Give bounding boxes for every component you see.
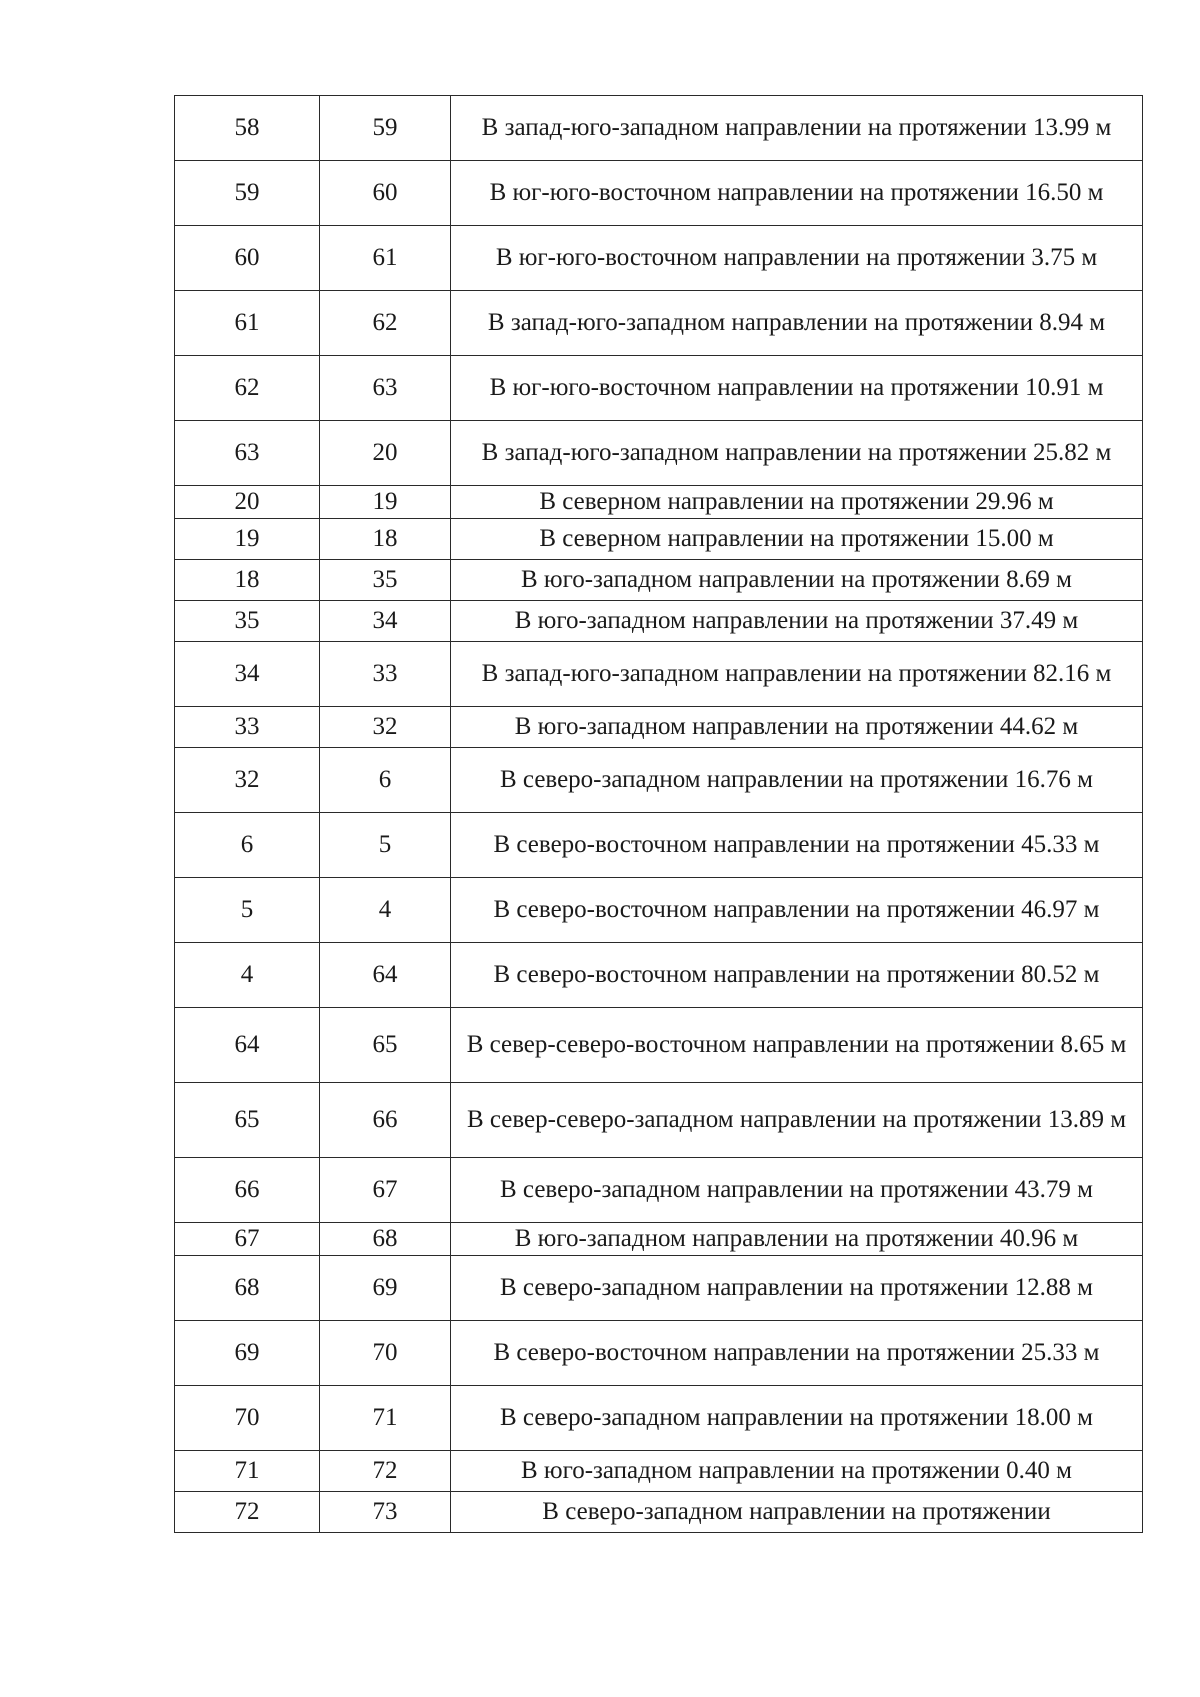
direction-description-cell: В северо-восточном направлении на протяжении 46.97 м	[451, 878, 1143, 943]
table-row	[175, 96, 1143, 161]
point-to-cell: 69	[320, 1256, 451, 1321]
direction-description-cell: В северо-западном направлении на протяжении 12.88 м	[451, 1256, 1143, 1321]
table-row	[175, 1008, 1143, 1083]
point-from-cell: 69	[175, 1321, 320, 1386]
point-to-cell: 33	[320, 642, 451, 707]
point-to-cell: 64	[320, 943, 451, 1008]
table-row	[175, 161, 1143, 226]
direction-description-cell: В запад-юго-западном направлении на протяжении 13.99 м	[451, 96, 1143, 161]
direction-description-cell: В юг-юго-восточном направлении на протяжении 3.75 м	[451, 226, 1143, 291]
table-row	[175, 748, 1143, 813]
point-to-cell: 35	[320, 560, 451, 601]
direction-description-cell: В юго-западном направлении на протяжении 44.62 м	[451, 707, 1143, 748]
direction-description-cell: В северо-западном направлении на протяжении 18.00 м	[451, 1386, 1143, 1451]
direction-description-cell: В запад-юго-западном направлении на протяжении 8.94 м	[451, 291, 1143, 356]
point-from-cell: 34	[175, 642, 320, 707]
point-from-cell: 20	[175, 486, 320, 519]
table-row	[175, 813, 1143, 878]
table-body	[175, 96, 1143, 1533]
point-from-cell: 68	[175, 1256, 320, 1321]
point-from-cell: 72	[175, 1492, 320, 1533]
table-row	[175, 560, 1143, 601]
point-from-cell: 63	[175, 421, 320, 486]
point-to-cell: 70	[320, 1321, 451, 1386]
point-to-cell: 6	[320, 748, 451, 813]
point-to-cell: 4	[320, 878, 451, 943]
table-row	[175, 943, 1143, 1008]
point-from-cell: 32	[175, 748, 320, 813]
table-row	[175, 1451, 1143, 1492]
direction-description-cell: В запад-юго-западном направлении на протяжении 82.16 м	[451, 642, 1143, 707]
point-from-cell: 64	[175, 1008, 320, 1083]
point-from-cell: 60	[175, 226, 320, 291]
point-from-cell: 61	[175, 291, 320, 356]
point-from-cell: 70	[175, 1386, 320, 1451]
point-to-cell: 34	[320, 601, 451, 642]
point-to-cell: 18	[320, 519, 451, 560]
boundary-description-table	[174, 95, 1143, 1533]
table-row	[175, 519, 1143, 560]
direction-description-cell: В юг-юго-восточном направлении на протяжении 16.50 м	[451, 161, 1143, 226]
direction-description-cell: В северном направлении на протяжении 29.96 м	[451, 486, 1143, 519]
point-to-cell: 68	[320, 1223, 451, 1256]
table-row	[175, 1223, 1143, 1256]
point-to-cell: 62	[320, 291, 451, 356]
table-row	[175, 642, 1143, 707]
table-row	[175, 1321, 1143, 1386]
point-to-cell: 66	[320, 1083, 451, 1158]
point-from-cell: 19	[175, 519, 320, 560]
point-to-cell: 59	[320, 96, 451, 161]
point-from-cell: 6	[175, 813, 320, 878]
table-row	[175, 707, 1143, 748]
point-to-cell: 19	[320, 486, 451, 519]
point-to-cell: 5	[320, 813, 451, 878]
point-from-cell: 35	[175, 601, 320, 642]
point-to-cell: 32	[320, 707, 451, 748]
point-to-cell: 73	[320, 1492, 451, 1533]
direction-description-cell: В север-северо-восточном направлении на протяжении 8.65 м	[451, 1008, 1143, 1083]
direction-description-cell: В северо-восточном направлении на протяжении 80.52 м	[451, 943, 1143, 1008]
point-from-cell: 65	[175, 1083, 320, 1158]
point-to-cell: 71	[320, 1386, 451, 1451]
table-row	[175, 421, 1143, 486]
direction-description-cell: В северо-западном направлении на протяжении 43.79 м	[451, 1158, 1143, 1223]
point-from-cell: 5	[175, 878, 320, 943]
point-from-cell: 33	[175, 707, 320, 748]
direction-description-cell: В юго-западном направлении на протяжении 40.96 м	[451, 1223, 1143, 1256]
point-from-cell: 67	[175, 1223, 320, 1256]
direction-description-cell: В северо-восточном направлении на протяжении 25.33 м	[451, 1321, 1143, 1386]
table-row	[175, 291, 1143, 356]
direction-description-cell: В юго-западном направлении на протяжении 0.40 м	[451, 1451, 1143, 1492]
point-to-cell: 20	[320, 421, 451, 486]
point-from-cell: 66	[175, 1158, 320, 1223]
table-row	[175, 1386, 1143, 1451]
point-to-cell: 61	[320, 226, 451, 291]
point-to-cell: 67	[320, 1158, 451, 1223]
point-from-cell: 62	[175, 356, 320, 421]
point-from-cell: 59	[175, 161, 320, 226]
table-row	[175, 1158, 1143, 1223]
point-to-cell: 72	[320, 1451, 451, 1492]
direction-description-cell: В северном направлении на протяжении 15.00 м	[451, 519, 1143, 560]
table-row	[175, 1256, 1143, 1321]
table-row	[175, 486, 1143, 519]
direction-description-cell: В северо-западном направлении на протяжении	[451, 1492, 1143, 1533]
point-from-cell: 4	[175, 943, 320, 1008]
table-row	[175, 1492, 1143, 1533]
point-to-cell: 60	[320, 161, 451, 226]
direction-description-cell: В юг-юго-восточном направлении на протяжении 10.91 м	[451, 356, 1143, 421]
point-to-cell: 65	[320, 1008, 451, 1083]
direction-description-cell: В запад-юго-западном направлении на протяжении 25.82 м	[451, 421, 1143, 486]
point-to-cell: 63	[320, 356, 451, 421]
table-row	[175, 601, 1143, 642]
direction-description-cell: В северо-западном направлении на протяжении 16.76 м	[451, 748, 1143, 813]
direction-description-cell: В юго-западном направлении на протяжении 8.69 м	[451, 560, 1143, 601]
table-row	[175, 226, 1143, 291]
direction-description-cell: В юго-западном направлении на протяжении 37.49 м	[451, 601, 1143, 642]
table-row	[175, 1083, 1143, 1158]
table-row	[175, 356, 1143, 421]
point-from-cell: 58	[175, 96, 320, 161]
direction-description-cell: В север-северо-западном направлении на протяжении 13.89 м	[451, 1083, 1143, 1158]
direction-description-cell: В северо-восточном направлении на протяжении 45.33 м	[451, 813, 1143, 878]
point-from-cell: 71	[175, 1451, 320, 1492]
point-from-cell: 18	[175, 560, 320, 601]
table-row	[175, 878, 1143, 943]
